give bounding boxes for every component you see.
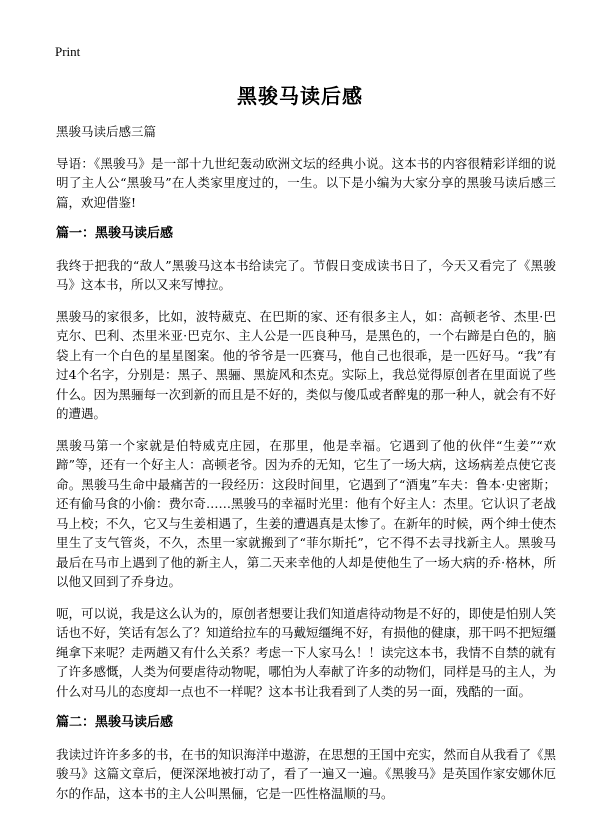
article-body bbox=[56, 122, 556, 815]
paragraph: 黑骏马的家很多，比如，波特葳克、在巴斯的家、还有很多主人，如：高顿老爷、杰里·巴克尔、巴利、杰里米亚·巴克尔、主人公是一匹良种马，是黑色的，一个右蹄是白色的，脑袋上有一个白色的星星图案。他的爷爷是一匹赛马，他自己也很乖，是一匹好马。“我”有过4个名字，分别是：黑子、黑骊、黑旋风和杰克。实际上，我总觉得原创者在里面说了些什么。因为黑骊每一次到新的而且是不好的，类似与傻瓜或者醉鬼的那一种人，就会有不好的遭遇。 bbox=[56, 308, 557, 421]
paragraph: 我终于把我的“敌人”黑骏马这本书给读完了。节假日变成读书日了，今天又看完了《黑骏马》这本书，所以又来写博拉。 bbox=[56, 257, 556, 292]
paragraph: 黑骏马第一个家就是伯特威克庄园，在那里，他是幸福。它遇到了他的伙伴“生姜”“欢蹄”等，还有一个好主人：高顿老爷。因为乔的无知，它生了一场大病，这场病差点使它丧命。黑骏马生命中最痛苦的一段经历：这段时间里，它遇到了“酒鬼”车夫：鲁本·史密斯；还有偷马食的小偷：费尔奇……黑骏马的幸福时光里：他有个好主人：杰里。它认识了老战马上校；不久，它又与生姜相遇了，生姜的遭遇真是太惨了。在新年的时候，两个绅士使杰里生了支气管炎，不久，杰里一家就搬到了“菲尔斯托”，它不得不去寻找新主人。黑骏马最后在马市上遇到了他的新主人，第二天来幸他的人却是使他生了一场大病的乔·格林，所以他又回到了乔身边。 bbox=[56, 437, 557, 589]
article-subtitle: 黑骏马读后感三篇 bbox=[56, 124, 157, 139]
section-heading-1: 篇一：黑骏马读后感 bbox=[56, 226, 174, 241]
paragraph: 呃，可以说，我是这么认为的，原创者想要让我们知道虐待动物是不好的，即使是怕别人笑话也不好，笑话有怎么了？知道给拉车的马戴短缰绳不好，有损他的健康，那干吗不把短缰绳拿下来呢？走两趟又有什么关系？考虑一下人家马么！！读完这本书，我情不自禁的就有了许多感慨，人类为何要虐待动物呢，哪怕为人奉献了许多的动物们，同样是马的主人，为什么对马儿的态度却一点也不一样呢？这本书让我看到了人类的另一面，残酷的一面。 bbox=[56, 605, 557, 699]
page-title: 黑骏马读后感 bbox=[237, 84, 363, 108]
intro-paragraph: 导语：《黑骏马》是一部十九世纪轰动欧洲文坛的经典小说。这本书的内容很精彩详细的说明了主人公“黑骏马”在人类家里度过的，一生。以下是小编为大家分享的黑骏马读后感三篇，欢迎借鉴! bbox=[56, 155, 556, 210]
print-link[interactable]: Print bbox=[55, 44, 81, 59]
paragraph: 我读过许许多多的书，在书的知识海洋中遨游，在思想的王国中充实，然而自从我看了《黑骏马》这篇文章后，便深深地被打动了，看了一遍又一遍。《黑骏马》是英国作家安娜休厄尔的作品，这本书的主人公叫黑俪，它是一匹性格温顺的马。 bbox=[56, 746, 557, 801]
section-heading-2: 篇二：黑骏马读后感 bbox=[56, 715, 174, 730]
